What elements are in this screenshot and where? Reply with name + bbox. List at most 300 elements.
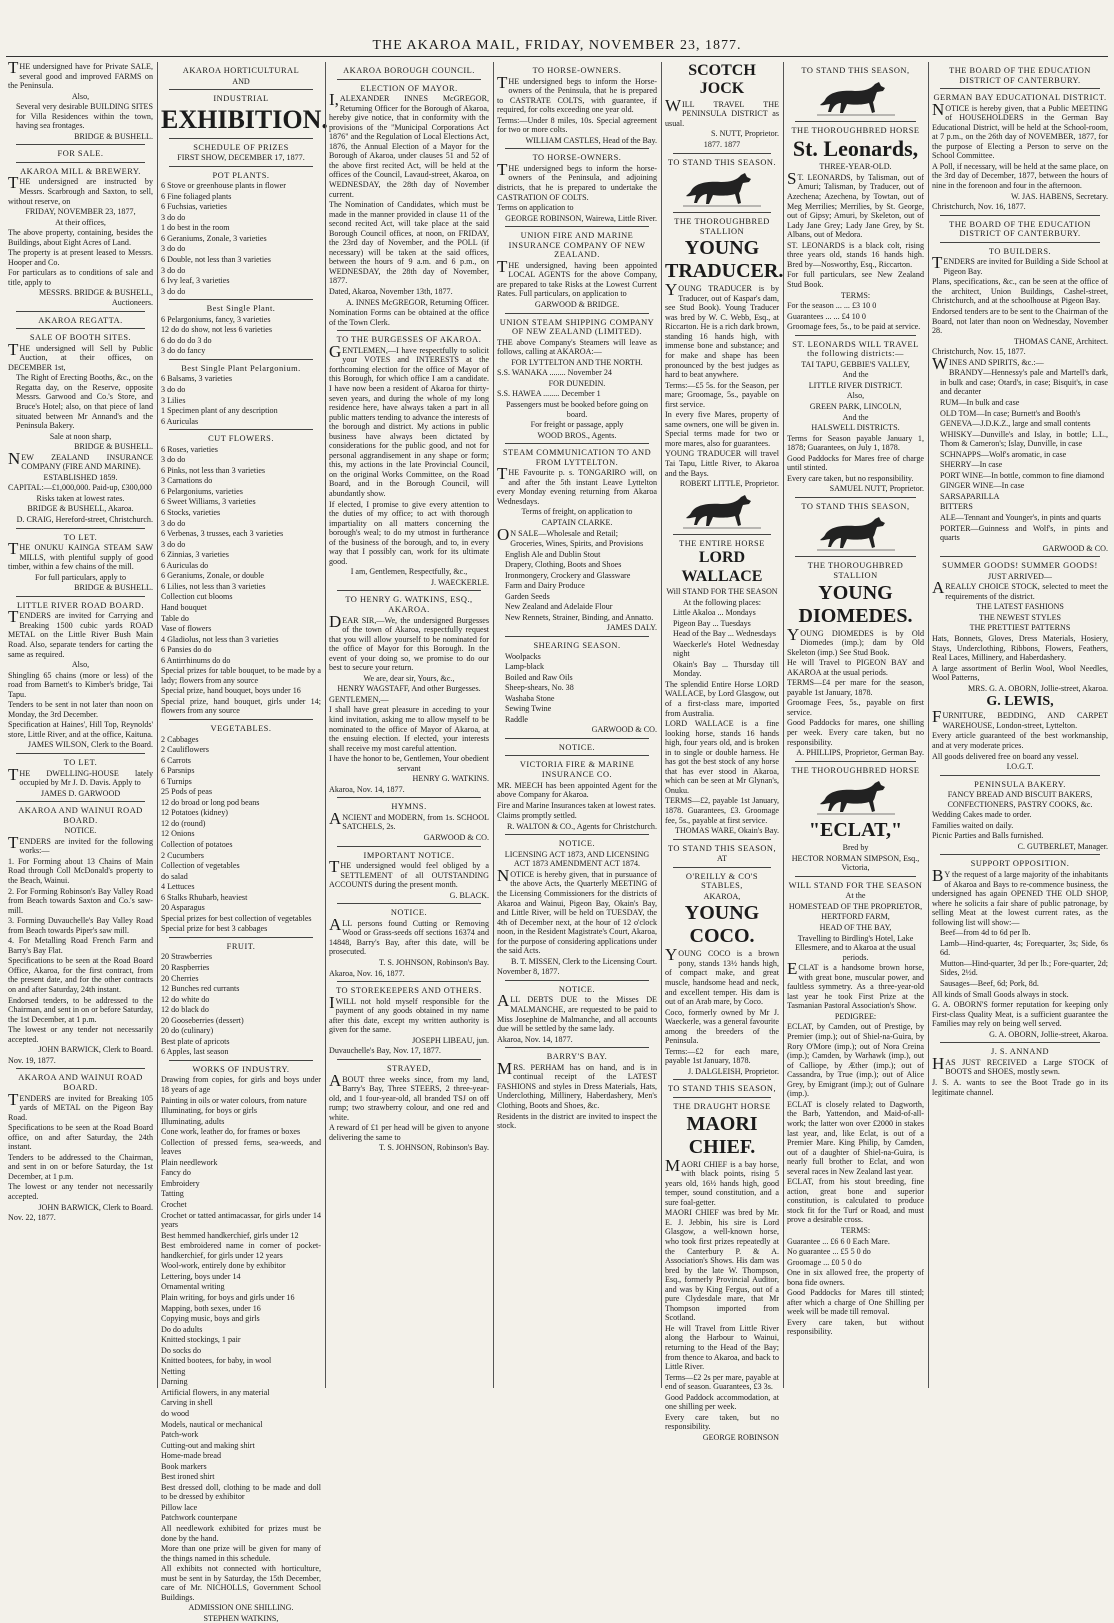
ad-heading: HYMNS. [391,802,427,812]
ad-text: All kinds of Small Goods always in stock. [932,989,1069,999]
ad-text: Plans, specifications, &c., can be seen at the office of the architect, Union Buildings, Cashel-street, Christchurch, and at the schoolhouse at Pigeon Bay. [932,277,1108,306]
ad-text: 6 Lilies, not less than 3 varieties [161,581,266,591]
ad-text: 25 Pods of peas [161,787,213,797]
ad-text: Cutting-out and making shirt [161,1440,255,1450]
section-rule [673,839,771,840]
ad-text: 12 do white do [161,994,210,1004]
ad-text: Travelling to Birdling's Hotel, Lake Ellesmere, and to Akaroa at the usual periods. [795,933,916,962]
ad-heading: TO BUILDERS. [988,246,1052,256]
ad-text: AREALLY CHOICE STOCK, selected to meet the requirements of the district. [932,578,1108,601]
ad-heading: NOTICE. [558,984,596,994]
ad-signature: GEORGE ROBINSON, Wairewa, Little River. [505,213,657,223]
ad-text: All goods delivered free on board any vessel. [932,751,1079,761]
section-rule [505,834,649,835]
ad-text: Sale at noon sharp, [49,431,112,441]
ad-text: A reward of £1 per head will be given to anyone delivering the same to [329,1123,489,1142]
ad-display-title: MAORI CHIEF. [686,1112,758,1158]
ad-text: do wood [161,1408,190,1418]
ad-text: MAORI CHIEF was bred by Mr. E. J. Jebbin, his sire is Lord Glasgow, a well-known horse, who took first prizes repeatedly at the Canterbury P. & A. Association's Shows. His dam was bred by the late W. Thompson, Esq., formerly Provincial Auditor, and was by King Fergus, out of a pure Clydesdale mare, that Mr Thompson imported from Scotland. [665,1208,779,1323]
ad-text: English Ale and Dublin Stout [505,549,601,559]
ad-text: Home-made bread [161,1451,221,1461]
ad-text: 6 Pelargoniums, fancy, 3 varieties [161,314,271,324]
ad-heading: Best Single Plant Pelargonium. [181,363,301,373]
column-1 [8,58,153,1388]
section-rule [16,753,145,754]
ad-signature: HENRY G. WATKINS. [412,774,489,784]
ad-display-title: YOUNG COCO. [684,902,760,948]
ad-text: Groomage fees, 5s., to be paid at service. [787,322,921,332]
ad-text: 1 do best in the room [161,223,230,233]
ad-heading: O'REILLY & CO'S STABLES, [685,871,759,891]
ad-text: TERMS—£4 per mare for the season, payable 1st January, 1878. [787,678,924,697]
ad-text: ECLAT, by Camden, out of Prestige, by Premier (imp.); out of Shiel-na-Guira, by Rory O'More (imp.); out of Nora Creina (imp.); Camden, by Warhawk (imp.), out of Calliope, by Æther (imp.); out of Cassandra, by True (imp.); out of Alice Grey, by Emigrant (imp.); out of Gulnare (imp.). [787,1022,924,1099]
ad-text: 6 Parsnips [161,766,195,776]
ad-text: Good Paddocks for Mares free of charge until stinted. [787,453,924,473]
ad-text: Sewing Twine [505,704,552,714]
section-rule [169,429,313,430]
ad-text: TAI TAPU, GEBBIE'S VALLEY, [801,359,910,369]
ad-text: Residents in the district are invited to inspect the stock. [497,1111,657,1131]
section-rule [795,121,916,122]
ad-text: 6 Auriculas do [161,560,209,570]
ad-heading: SUMMER GOODS! SUMMER GOODS! [942,561,1098,571]
ad-text: TERMS: [840,1225,871,1235]
ad-text: Specifications to be seen at the Road Board Office, Akaroa, for the first contract, from the present date, and for the other contracts on and after Saturday, 24th instant. [8,956,153,995]
ad-text: YOUNG COCO is a brown pony, stands 13½ hands high, of compact make, and great muscle, handsome head and neck, and excellent temper. His dam is out of an Arab mare, by Coco. [665,945,779,1007]
ad-heading: TO STAND THIS SEASON, [667,843,777,853]
ad-display-title: St. Leonards, [792,136,919,162]
ad-text: 6 Stove or greenhouse plants in flower [161,181,286,191]
ad-text: 6 Pelargoniums, varieties [161,486,243,496]
ad-text: Raddle [505,714,528,724]
ad-text: WILL TRAVEL THE PENINSULA DISTRICT as usual. [665,95,779,128]
ad-text: SARSAPARILLA [940,491,1000,501]
ad-display-title: "ECLAT," [808,819,903,842]
ad-text: 3. Forming Duvauchelle's Bay Valley Road from Beach towards Piper's saw mill. [8,916,153,935]
ad-heading: TO STAND THIS SEASON, [801,66,910,75]
ad-text: ECLAT is closely related to Dagworth, the Barb, Yattendon, and Maid-of-all-work; the latter won over £2000 in stakes last year, and, like Eclat, is out of a Premier Mare. King Philip, by Camden, out of a daughter of Shiel-na-Guira, is nearly full brother to Eclat, and won several races in New Zealand last year. [787,1099,924,1176]
ad-text: NOTICE is hereby given, that in pursuance of the above Acts, the Quarterly MEETING of the Licensing Commissioners for the districts of Akaroa and Wainui, Pigeon Bay, Okain's Bay, and Little River, will be held on TUESDAY, the 4th of December next, at the hour of 12 o'clock noon, in the Resident Magistrate's Court, Akaroa, for the purpose of considering applications under the said Acts. [497,865,657,956]
ad-heading: ELECTION OF MAYOR. [360,83,458,93]
ad-text: At their offices, [55,217,106,227]
ad-text: 6 Ivy leaf, 3 varieties [161,276,230,286]
section-rule [16,801,145,802]
ad-display-title: G. LEWIS, [986,694,1054,710]
ad-text: 6 Pansies do do [161,645,212,655]
ad-heading: VEGETABLES. [210,723,272,733]
ad-heading: NOTICE. [390,908,428,918]
ad-text: Groomage Fees, 5s., payable on first service. [787,698,924,717]
ad-text: ON SALE—Wholesale and Retail; [497,524,618,544]
ad-text: THE ONUKU KAINGA STEAM SAW MILLS, with plentiful supply of good timber, within a few chains of the mill. [8,539,153,572]
ad-signature: SAMUEL NUTT, Proprietor. [829,484,924,494]
ad-text: MR. MEECH has been appointed Agent for the above Company for Akaroa. [497,780,657,800]
newspaper-title: THE AKAROA MAIL, FRIDAY, NOVEMBER 23, 1877. [372,38,742,53]
ad-text: Fire and Marine Insurances taken at lowest rates. [497,800,656,810]
ad-text: Tenders to be addressed to the Chairman, and sent in on or before Saturday, the 1st December, at 1 p.m. [8,1152,153,1181]
section-rule [795,761,916,762]
section-rule [505,313,649,314]
ad-heading: TO HORSE-OWNERS. [532,153,622,163]
ad-text: Knitted bootees, for baby, in wool [161,1356,272,1366]
ad-text: BRIDGE & BUSHELL, Akaroa. [27,504,134,514]
section-rule [16,528,145,529]
ad-display-title: YOUNG DIOMEDES. [798,581,913,627]
ad-text: One in six allowed free, the property of bona fide owners. [787,1268,924,1287]
section-rule [505,226,649,227]
ad-text: FOR LYTTELTON AND THE NORTH. [511,357,643,367]
ad-text: Akaroa, Nov. 14, 1877. [497,1034,573,1044]
ad-text: For the season ... ... £3 10 0 [787,301,877,311]
ad-text: Okain's Bay ... Thursday till Monday. [673,659,779,679]
ad-signature: G. BLACK. [449,890,489,900]
ad-heading: SCHEDULE OF PRIZES [193,142,289,152]
ad-heading: J. S. ANNAND [990,1047,1050,1057]
ad-heading: CUT FLOWERS. [208,434,274,444]
ad-text: For freight or passage, apply [530,420,624,430]
section-rule [16,596,145,597]
ad-text: Duvauchelle's Bay, Nov. 17, 1877. [329,1046,441,1056]
section-rule [169,359,313,360]
ad-text: 12 Onions [161,829,195,839]
ad-text: Nov. 19, 1877. [8,1055,56,1065]
ad-text: 20 Asparagus [161,903,205,913]
ad-text: Best hemmed handkerchief, girls under 12 [161,1230,299,1240]
ad-text: For full particulars, apply to [34,572,127,582]
ad-text: Models, nautical or mechanical [161,1419,263,1429]
section-rule [940,1042,1100,1043]
ad-text: GREEN PARK, LINCOLN, [809,401,902,411]
ad-heading: THE THOROUGHBRED STALLION [807,561,904,580]
ad-text: 20 Raspberries [161,963,210,972]
ad-text: Picnic Parties and Balls furnished. [932,831,1044,841]
ad-heading: WILL STAND FOR THE SEASON [788,880,923,890]
ad-text: Best ironed shirt [161,1472,215,1482]
ad-text: 6 Apples, last season [161,1047,229,1057]
ad-heading: AKAROA AND WAINUI ROAD BOARD. [18,806,143,825]
ad-text: BITTERS [940,502,973,512]
ad-text: ST. LEONARDS, by Talisman, out of Amuri; Talisman, by Traducer, out of Azechena; Azechena, by Towtan, out of Meg Merrilies; Merrilies, by St. George, out of Gipsy; Amuri, by Skeleton, out of Lady Jane Grey; Lady Jane Grey, by St. Albans, out of Medora. [787,168,924,240]
horse-illustration-icon [683,491,761,531]
ad-text: HERTFORD FARM, [821,912,890,922]
ad-text: 6 Turnips [161,776,192,786]
ad-text: Collection of potatoes [161,839,233,849]
ad-text: SHERRY—In case [940,460,1003,470]
ad-text: THE undersigned begs to inform the horse-owners of the Peninsula, and adjoining districts, that he is prepared to undertake the CASTRATION OF COLTS. [497,159,657,202]
ad-text: 20 Cherries [161,973,199,983]
ad-text: 6 Pinks, not less than 3 varieties [161,465,266,475]
ad-text: HALSWELL DISTRICTS. [811,423,900,433]
section-rule [169,937,313,938]
ad-heading: THE DRAUGHT HORSE [673,1102,771,1112]
ad-heading: GERMAN BAY EDUCATIONAL DISTRICT. [933,93,1107,103]
ad-text: 6 Geraniums, Zonale, 3 varieties [161,233,267,243]
ad-text: Specifications to be seen at the Road Board office, on and after Saturday, the 24th instant. [8,1123,153,1152]
section-rule [673,153,771,154]
ad-text: FIRST SHOW, DECEMBER 17, 1877. [177,153,305,163]
ad-text: Lettering, boys under 14 [161,1271,241,1281]
ad-text: GARWOOD & BRIDGE. [534,300,620,310]
ad-text: Sausages—Beef, 6d; Pork, 8d. [940,979,1039,989]
ad-text: Patch-work [161,1430,199,1440]
ad-text: ABOUT three weeks since, from my land, Barry's Bay, Three STEERS, 2 three-year-old, and 1 four-year-old, all branded TSJ on off rump; two strawberry colour, and one red and white. [329,1070,489,1122]
ad-text: Crochet [161,1200,187,1210]
ad-signature: JOHN BARWICK, Clerk to Board. [38,1202,153,1212]
ad-text: 3 do do [161,265,186,275]
section-rule [940,556,1100,557]
ad-text: Terms:—£5 5s. for the Season, per mare; Groomage, 5s., payable on first service. [665,380,779,409]
ad-heading: TO HORSE-OWNERS. [532,66,622,75]
ad-text: Collection of pressed ferns, sea-weeds, and leaves [161,1137,321,1157]
section-rule [505,1047,649,1048]
ad-heading: NOTICE. [558,839,596,849]
ad-text: NEW ZEALAND INSURANCE COMPANY (FIRE AND MARINE). [8,448,153,472]
ad-signature: GARWOOD & CO. [1042,543,1108,553]
ad-text: G. A. OBORN'S former reputation for keeping only First-class Quality Meat, is a sufficient guarantee the Families may rely on being well served. [932,1000,1108,1029]
ad-text: CAPTAIN CLARKE. [541,517,613,527]
section-rule [940,88,1100,89]
ad-display-title: SCOTCH JOCK [688,62,756,98]
masthead-rule [6,56,1108,57]
ad-text: Christchurch, Nov. 15, 1877. [932,347,1026,357]
section-rule [337,846,481,847]
ad-text: Garden Seeds [505,591,550,601]
ad-text: 12 do (round) [161,818,206,828]
ad-text: The Right of Erecting Booths, &c., on the Regatta day, on the Reserve, opposite Messrs. Garwood and Co.'s Store, and Bruce's Hotel; also, on that piece of land situated between Mr Annand's and the Peninsula Bakery. [16,373,153,431]
ad-text: Illuminating, for boys or girls [161,1106,257,1116]
ad-text: I have the honor to be, Gentlemen, Your obedient servant [329,754,489,773]
ad-text: Groceries, Wines, Spirits, and Provisions [510,539,644,549]
ad-text: THREE-YEAR-OLD. [819,162,892,172]
ad-signature: GARWOOD & CO. [423,833,489,843]
ad-text: Vase of flowers [161,624,212,634]
ad-text: 6 Fuchsias, varieties [161,202,227,212]
ad-text: Pigeon Bay ... Tuesdays [673,618,751,628]
ad-text: DEAR SIR,—We, the undersigned Burgesses of the town of Akaroa, respectfully request that you will allow yourself to be nominated for the office of Mayor for this Borough. In the event of your doing so, we promise to do our best to secure your return. [329,611,489,673]
ad-text: I.O.G.T. [1006,762,1034,772]
column-7 [932,62,1108,1388]
ad-text: Cone work, leather do, for frames or boxes [161,1127,301,1137]
ad-text: 12 Potatoes (kidney) [161,808,228,818]
ad-text: ST. LEONARDS is a black colt, rising three years old, stands 16 hands high. Bred by—Nosworthy, Esq., Riccarton. [787,240,924,269]
ad-text: Ironmongery, Crockery and Glassware [505,570,631,580]
ad-text: MRS. PERHAM has on hand, and is in continual receipt of the LATEST FASHIONS and styles in Dress Materials, Hats, Underclothing, Millinery, Haberdashery, Men's Clothing, Boots and Shoes, &c. [497,1058,657,1110]
ad-text: Best embroidered name in corner of pocket-handkerchief, for girls under 12 years [161,1241,321,1260]
ad-text: LICENSING ACT 1873, AND LICENSING ACT 1873 AMENDMENT ACT 1874. [504,849,650,869]
ad-text: LITTLE RIVER DISTRICT. [808,380,903,390]
ad-text: STEPHEN WATKINS, [203,1613,279,1623]
ad-text: 6 Zinnias, 3 varieties [161,550,229,560]
ad-text: S.S. HAWEA ........ December 1 [497,389,601,399]
ad-text: Good Paddocks for Mares till stinted; after which a charge of One Shilling per week will be made till removal. [787,1288,924,1317]
ad-text: ALE—Tennant and Younger's, in pints and quarts [940,512,1101,522]
ad-text: Terms—£2 2s per mare, payable at end of season. Guarantees, £3 3s. [665,1372,779,1392]
section-rule [337,590,481,591]
ad-signature: A. PHILLIPS, Proprietor, German Bay. [796,748,924,758]
ad-heading: AKAROA REGATTA. [38,315,123,325]
ad-text: Knitted stockings, 1 pair [161,1335,241,1345]
ad-text: 2 Cabbages [161,734,199,744]
ad-text: Farm and Dairy Produce [505,581,585,591]
ad-heading: THE THOROUGHBRED HORSE [791,125,920,135]
ad-heading: IMPORTANT NOTICE. [363,850,455,860]
ad-text: FURNITURE, BEDDING, AND CARPET WAREHOUSE, London-street, Lyttelton. [932,707,1108,730]
ad-text: New Rennets, Strainer, Binding, and Annatto. [505,612,654,622]
ad-text: Drapery, Clothing, Boots and Shoes [505,560,622,570]
ad-text: 12 do broad or long pod beans [161,797,260,807]
ad-text: 2 Cauliflowers [161,745,209,755]
section-rule [337,981,481,982]
section-rule [795,497,916,498]
ad-text: Do socks do [161,1345,202,1355]
ad-heading: AKAROA AND WAINUI ROAD BOARD. [18,1073,143,1092]
column-2 [161,62,328,1623]
ad-heading: UNION FIRE AND MARINE INSURANCE COMPANY OF NEW ZEALAND. [508,231,646,260]
ad-text: Special prize, hand bouquet, girls under 14; flowers from any source [161,696,321,716]
ad-text: If elected, I promise to give every attention to the duties of my office; to act with thorough impartiality on all matters concerning the borough's weal; to do my utmost in furtherance of the business of the borough, and to, in every way that I possibly can, work for its ultimate good. [329,499,489,566]
ad-text: NOTICE is hereby given, that a Public MEETING of HOUSEHOLDERS in the German Bay Educational District, will be held at the School-room, at 7 p.m., on the 26th day of NOVEMBER, 1877, for the purpose of Electing a Person to serve on the School Committee. [932,99,1108,161]
section-rule [505,980,649,981]
ad-text: THE LATEST FASHIONS [976,602,1064,612]
ad-heading: TO HENRY G. WATKINS, ESQ., AKAROA. [345,595,473,614]
ad-text: Collection cut blooms [161,592,233,602]
section-rule [795,556,916,557]
ad-text: Collection of vegetables [161,861,240,871]
ad-signature: MRS. G. A. OBORN, Jollie-street, Akaroa. [967,683,1108,693]
ad-text: 4 Lettuces [161,882,195,892]
ad-text: AND [232,76,250,86]
ad-text: GENEVA—J.D.K.Z., large and small contents [940,419,1091,429]
ad-text: WINES AND SPIRITS, &c.:— [932,353,1044,373]
ad-text: GENTLEMEN,— [329,694,389,704]
ad-signature: MESSRS. BRIDGE & BUSHELL, Auctioneers. [38,288,153,308]
ad-text: HECTOR NORMAN SIMPSON, Esq., Victoria, [791,853,920,873]
ad-signature: BRIDGE & BUSHELL. [74,583,153,593]
ad-heading: AKAROA BOROUGH COUNCIL. [343,66,475,75]
section-rule [337,330,481,331]
ad-text: 6 Stalks Rhubarb, heaviest [161,892,248,902]
ad-text: Drawing from copies, for girls and boys under 18 years of age [161,1075,321,1095]
ad-text: 20 Strawberries [161,952,213,962]
ad-text: Dated, Akaroa, November 13th, 1877. [329,287,453,297]
ad-text: NOTICE. [64,826,97,836]
ad-text: 20 Gooseberries (dessert) [161,1015,244,1025]
ad-text: November 8, 1877. [497,967,560,977]
ad-text: Good Paddocks for mares, one shilling per week. Every care taken, but no responsibility. [787,718,924,747]
section-rule [940,854,1100,855]
column-6 [787,62,924,1388]
ad-heading: SALE OF BOOTH SITES. [29,333,132,343]
ad-signature: JAMES WILSON, Clerk to the Board. [27,740,153,750]
ad-signature: R. WALTON & CO., Agents for Christchurch. [506,821,657,831]
ad-text: Darning [161,1377,188,1387]
ad-text: Bred by [842,843,869,853]
ad-text: WHISKY—Dunville's and Islay, in bottle; L.L., Thom & Cameron's; Islay, Dunville, in case [940,429,1108,449]
ad-text: Tatting [161,1189,184,1199]
ad-text: Specification at Haines', Hill Top, Reynolds' store, Little River, and at the office, Kaituna. [8,720,153,739]
ad-text: 3 do do fancy [161,346,206,356]
ad-signature: D. CRAIG, Hereford-street, Christchurch. [16,514,153,524]
ad-heading: ST. LEONARDS WILL TRAVEL the following districts:— [792,339,919,359]
ad-text: Also, [71,660,90,670]
ad-text: Wedding Cakes made to order. [932,810,1032,820]
ad-text: FOR DUNEDIN. [548,378,606,388]
ad-text: Pillow lace [161,1502,198,1512]
ad-text: Copying music, boys and girls [161,1314,260,1324]
ad-text: 12 do black do [161,1005,209,1015]
ad-text: 3 do do [161,518,186,528]
ad-text: Artificial flowers, in any material [161,1387,270,1397]
ad-text: I,ALEXANDER INNES McGREGOR, Returning Officer for the Borough of Akaroa, hereby give notice, that in conformity with the provisions of the "Municipal Corporations Act 1876" and the Regulation of Local Elections Act, 1876, the Annual Election of a Mayor for the Borough of Akaroa, under clauses 51 and 52 of the above first recited Act, will be held at the offices of the Council, Lavaud-street, Akaroa, on WEDNESDAY, the 28th day of November current. [329,90,489,199]
column-divider [493,62,494,1388]
ad-signature: GARWOOD & CO. [591,725,657,735]
ad-heading: THE ENTIRE HORSE [679,538,765,548]
ad-text: More than one prize will be given for many of the things named in this schedule. [161,1544,321,1563]
ad-text: 6 Carrots [161,755,191,765]
ad-text: Best dressed doll, clothing to be made and doll to be dressed by exhibitor [161,1482,321,1502]
section-rule [169,166,313,167]
ad-text: THE Favourite p. s. TONGARIRO will, on and after the 5th instant Leave Lyttelton every Monday evening returning from Akaroa Wednesdays. [497,464,657,506]
column-divider [157,62,158,1388]
ad-text: Also, [846,391,865,401]
ad-text: Hand bouquet [161,602,207,612]
ad-text: RUM—In bulk and case [940,397,1020,407]
ad-text: And the [842,412,869,422]
section-rule [673,867,771,868]
ad-text: S.S. WANAKA ........ November 24 [497,368,612,378]
ad-text: 3 do do [161,286,186,296]
ad-text: The lowest or any tender not necessarily accepted. [8,1025,153,1044]
ad-text: 3 Lilies [161,395,186,405]
ad-heading: TO STAND THIS SEASON, [801,501,910,511]
ad-text: I am, Gentlemen, Respectfully, &c., [350,567,468,577]
ad-text: Endorsed tenders, to be addressed to the Chairman, and sent in on or before Saturday, the 1st December, at 1 p.m. [8,995,153,1024]
ad-signature: JOHN BARWICK, Clerk to Board. [38,1045,153,1055]
section-rule [673,212,771,213]
ad-text: 3 do do [161,244,186,254]
ad-text: 6 Stocks, varieties [161,508,221,518]
ad-text: Families waited on daily. [932,820,1014,830]
ad-text: JUST ARRIVED— [988,571,1052,581]
ad-signature: C. GUTBERLET, Manager. [1017,841,1108,851]
ad-display-title: YOUNG TRADUCER. [665,237,784,283]
section-rule [337,79,481,80]
ad-text: Nov. 22, 1877. [8,1213,56,1223]
ad-text: Every care taken, but no responsibility. [665,1412,779,1432]
ad-text: THE undersigned, having been appointed LOCAL AGENTS for the above Company, are prepared to take Risks at the Lowest Current Rates. Full particulars, on application to [497,256,657,299]
ad-text: 3 do do [161,455,186,465]
ad-text: LORD WALLACE is a fine looking horse, stands 16 hands high, four years old, and is broken in to single or double harness. He has got the best stock of any horse that has ever stood in Akaroa, which can be seen at Mr Glynan's, Onuku. [665,719,779,795]
ad-heading: TO THE BURGESSES OF AKAROA. [336,335,482,345]
ad-text: The property is at present leased to Messrs. Hooper and Co. [8,248,153,267]
ad-text: 1 Specimen plant of any description [161,406,278,416]
ad-text: Plain needlework [161,1157,218,1167]
ad-text: do salad [161,871,188,881]
ad-text: 4. For Metalling Road French Farm and Barry's Bay Flat. [8,936,153,955]
ad-text: Passengers must be booked before going on board. [505,399,649,419]
ad-text: Terms:—Under 8 miles, 10s. Special agreement for two or more colts. [497,115,657,135]
ad-text: Guarantees ... ... £4 10 0 [787,311,866,321]
ad-text: At the following places: [683,597,761,607]
ad-signature: BRIDGE & BUSHELL. [74,442,153,452]
section-rule [337,903,481,904]
ad-text: We are, dear sir, Yours, &c., [363,673,455,683]
ad-text: The above property, containing, besides the Buildings, about Eight Acres of Land. [8,228,153,247]
ad-text: Plain writing, for boys and girls under 16 [161,1292,295,1302]
section-rule [169,138,313,139]
ad-text: PEDIGREE: [834,1011,877,1021]
ad-text: MAORI CHIEF is a bay horse, with black points, rising 5 years old, 16½ hands high, good temper, sound constitution, and a sure foal-getter. [665,1155,779,1207]
